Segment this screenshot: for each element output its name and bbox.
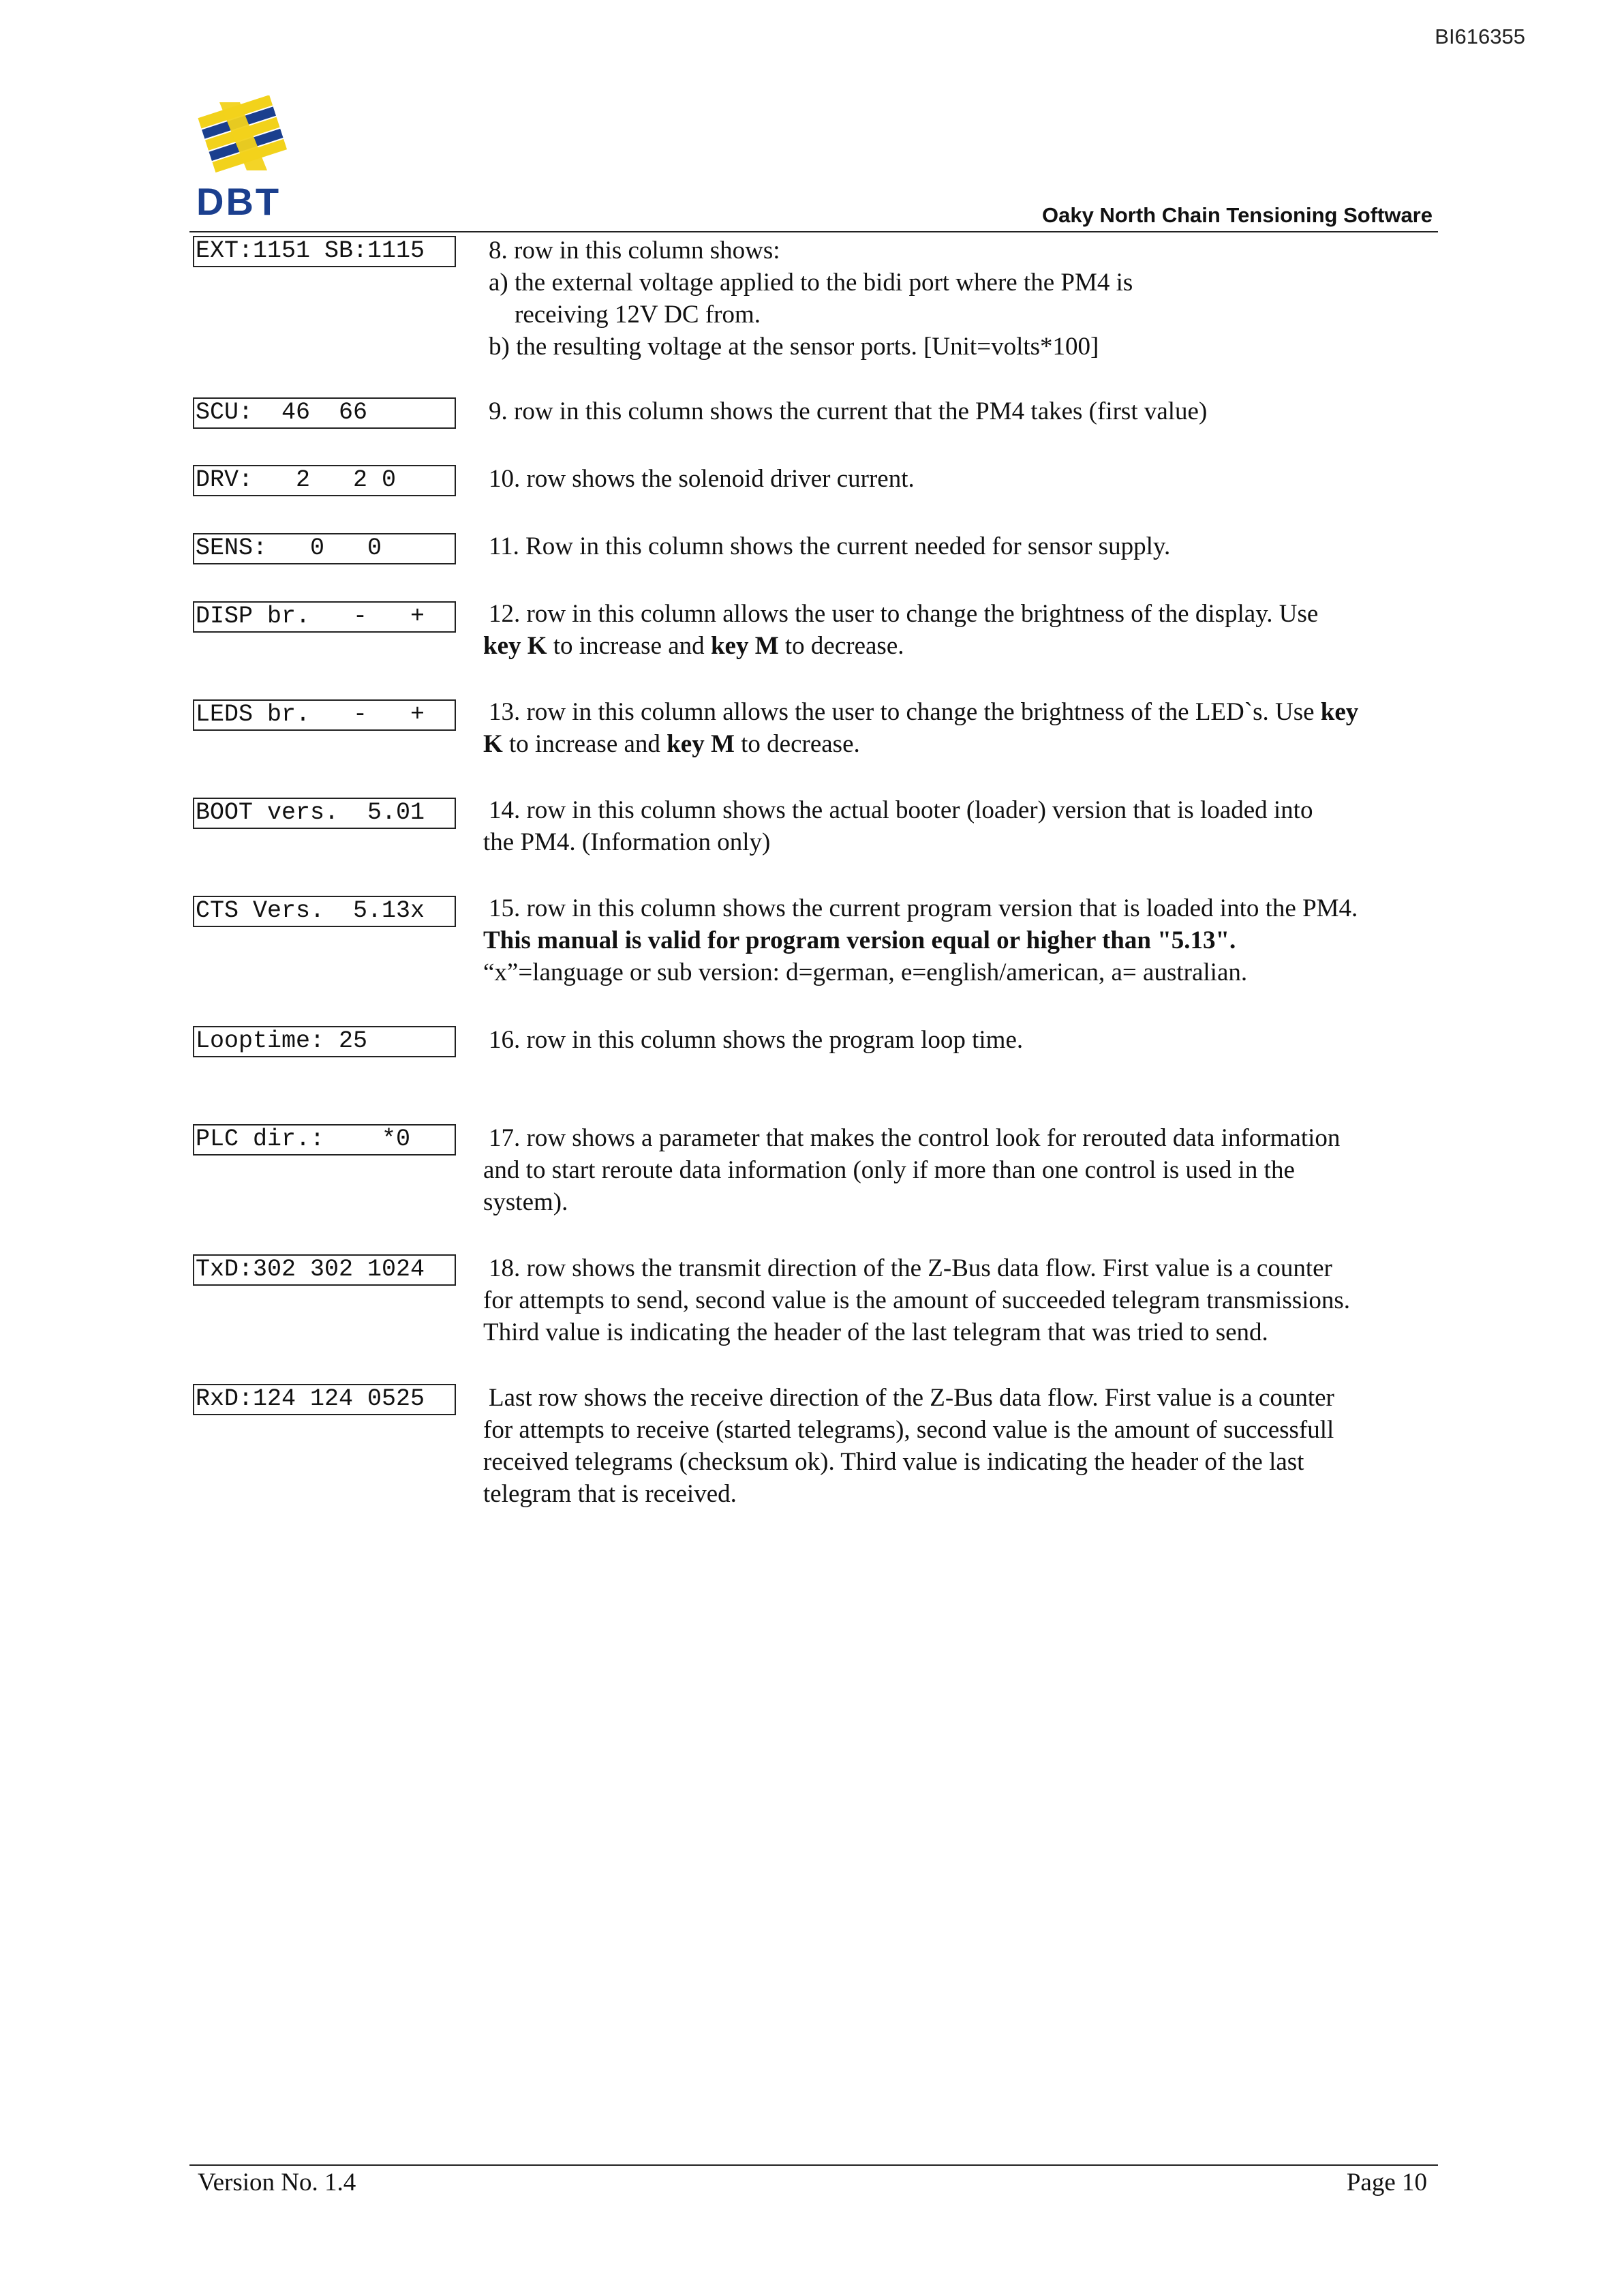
display-disp-brightness: DISP br. - + bbox=[193, 601, 456, 633]
key-k-label: K bbox=[483, 730, 503, 758]
header-rule bbox=[189, 231, 1438, 232]
desc-text: to increase and bbox=[547, 632, 711, 660]
display-sens: SENS: 0 0 bbox=[193, 533, 456, 564]
desc-line: b) the resulting voltage at the sensor ports. [Unit=volts*100] bbox=[489, 333, 1099, 361]
display-ext: EXT:1151 SB:1115 bbox=[193, 236, 456, 267]
desc-line: 11. Row in this column shows the current needed for sensor supply. bbox=[489, 532, 1171, 560]
description-leds-brightness bbox=[483, 696, 1437, 760]
desc-text: to decrease. bbox=[734, 730, 860, 758]
key-m-label: key M bbox=[710, 632, 779, 660]
desc-line: 15. row in this column shows the current program version that is loaded into the PM4. bbox=[489, 894, 1358, 922]
display-rxd: RxD:124 124 0525 bbox=[193, 1384, 456, 1415]
desc-text: 13. row in this column allows the user to change the brightness of the LED`s. Use bbox=[489, 698, 1321, 726]
dbt-logo bbox=[192, 95, 294, 228]
description-looptime bbox=[483, 1024, 1437, 1056]
desc-line: 8. row in this column shows: bbox=[489, 237, 780, 265]
description-drv bbox=[483, 463, 1437, 495]
display-leds-brightness: LEDS br. - + bbox=[193, 699, 456, 731]
desc-line: 12. row in this column allows the user to change the brightness of the display. Use bbox=[489, 600, 1319, 628]
version-number: Version No. 1.4 bbox=[198, 2169, 356, 2196]
desc-line: 16. row in this column shows the program loop time. bbox=[489, 1026, 1024, 1054]
desc-line: Last row shows the receive direction of the Z-Bus data flow. First value is a counter bbox=[489, 1384, 1334, 1412]
desc-line: system). bbox=[483, 1188, 568, 1216]
desc-line: “x”=language or sub version: d=german, e=english/american, a= australian. bbox=[483, 958, 1248, 986]
description-rxd bbox=[483, 1382, 1437, 1510]
description-txd bbox=[483, 1252, 1437, 1348]
desc-line: a) the external voltage applied to the bidi port where the PM4 is bbox=[489, 269, 1133, 297]
desc-line: 10. row shows the solenoid driver current. bbox=[489, 465, 915, 493]
description-sens bbox=[483, 530, 1437, 562]
description-ext bbox=[483, 235, 1437, 363]
description-disp-brightness bbox=[483, 598, 1437, 662]
desc-line: Third value is indicating the header of the last telegram that was tried to send. bbox=[483, 1318, 1268, 1346]
desc-text: to decrease. bbox=[778, 632, 904, 660]
validity-note: This manual is valid for program version equal or higher than "5.13". bbox=[483, 926, 1236, 954]
desc-line: 14. row in this column shows the actual booter (loader) version that is loaded into bbox=[489, 796, 1313, 824]
desc-line: 18. row shows the transmit direction of the Z-Bus data flow. First value is a counter bbox=[489, 1254, 1332, 1282]
desc-line: receiving 12V DC from. bbox=[515, 301, 761, 329]
page-number: Page 10 bbox=[1346, 2169, 1427, 2196]
description-boot-version bbox=[483, 794, 1437, 858]
display-scu: SCU: 46 66 bbox=[193, 397, 456, 429]
desc-line bbox=[483, 728, 1437, 760]
footer-rule bbox=[189, 2164, 1438, 2166]
display-boot-version: BOOT vers. 5.01 bbox=[193, 798, 456, 829]
document-id: BI616355 bbox=[1435, 25, 1525, 48]
desc-line: 9. row in this column shows the current that the PM4 takes (first value) bbox=[489, 397, 1208, 425]
description-cts-version bbox=[483, 892, 1437, 988]
description-plc-dir bbox=[483, 1122, 1437, 1218]
display-cts-version: CTS Vers. 5.13x bbox=[193, 896, 456, 927]
key-m-label: key M bbox=[667, 730, 735, 758]
header-title: Oaky North Chain Tensioning Software bbox=[1042, 203, 1433, 227]
description-scu bbox=[483, 395, 1437, 427]
desc-line bbox=[483, 696, 1437, 728]
desc-line: and to start reroute data information (only if more than one control is used in the bbox=[483, 1156, 1295, 1184]
desc-line: 17. row shows a parameter that makes the control look for rerouted data information bbox=[489, 1124, 1341, 1152]
logo-text: DBT bbox=[196, 180, 281, 223]
desc-line: received telegrams (checksum ok). Third value is indicating the header of the last bbox=[483, 1448, 1304, 1476]
desc-line: for attempts to receive (started telegrams), second value is the amount of successfull bbox=[483, 1416, 1334, 1444]
display-txd: TxD:302 302 1024 bbox=[193, 1254, 456, 1286]
desc-line: the PM4. (Information only) bbox=[483, 828, 771, 856]
desc-line: telegram that is received. bbox=[483, 1480, 737, 1508]
dbt-logo-icon bbox=[192, 95, 294, 177]
key-label: key bbox=[1320, 698, 1359, 726]
desc-line bbox=[483, 630, 1437, 662]
display-drv: DRV: 2 2 0 bbox=[193, 465, 456, 496]
display-looptime: Looptime: 25 bbox=[193, 1026, 456, 1057]
desc-text: to increase and bbox=[502, 730, 667, 758]
desc-line: for attempts to send, second value is the amount of succeeded telegram transmissions. bbox=[483, 1286, 1351, 1314]
key-k-label: key K bbox=[483, 632, 547, 660]
display-plc-dir: PLC dir.: *0 bbox=[193, 1124, 456, 1155]
